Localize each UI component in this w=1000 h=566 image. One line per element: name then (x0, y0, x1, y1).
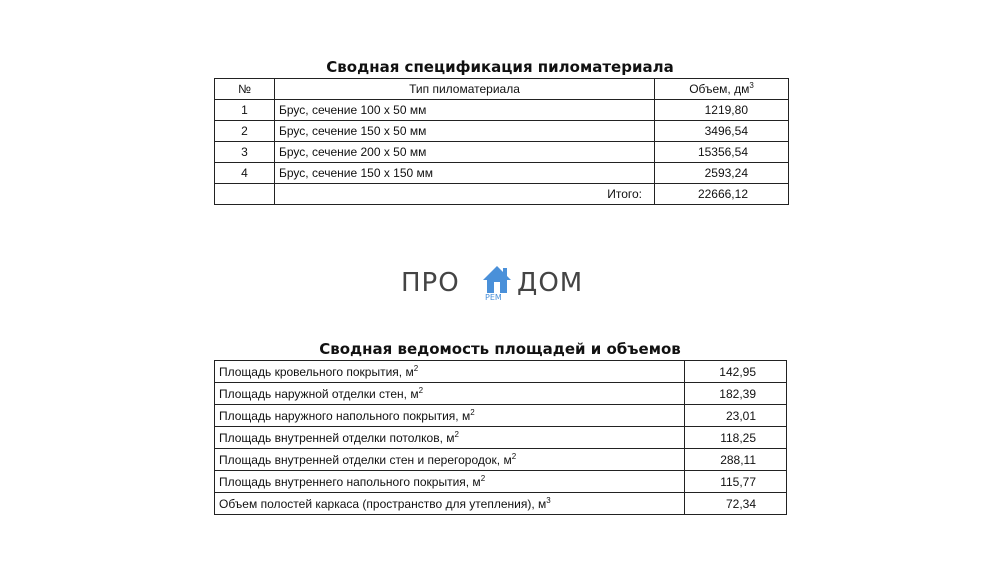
table-row (215, 449, 787, 471)
header-num: № (215, 79, 275, 100)
areas-title: Сводная ведомость площадей и объемов (319, 340, 681, 358)
row-value: 72,34 (685, 493, 787, 515)
table-row (215, 493, 787, 515)
logo-text-right: ДОМ (517, 268, 584, 298)
row-value: 23,01 (685, 405, 787, 427)
total-empty-cell (215, 184, 275, 205)
table-row (215, 100, 789, 121)
row-label: Площадь внутренней отделки потолков, $м^2$ (215, 427, 685, 449)
table-row (215, 383, 787, 405)
row-label: Площадь кровельного покрытия, $м^2$ (215, 361, 685, 383)
table-row (215, 405, 787, 427)
prorem-dom-logo (401, 264, 601, 306)
table-row (215, 471, 787, 493)
row-value: 288,11 (685, 449, 787, 471)
table-row (215, 427, 787, 449)
logo-text-small: РЕМ (485, 293, 502, 302)
header-type: Тип пиломатериала (275, 79, 655, 100)
table-row (215, 361, 787, 383)
row-label: Площадь наружной отделки стен, $м^2$ (215, 383, 685, 405)
table-row (215, 142, 789, 163)
row-num: 4 (215, 163, 275, 184)
lumber-spec-table (214, 78, 789, 205)
row-value: 118,25 (685, 427, 787, 449)
row-type: Брус, сечение 100 х 50 мм (275, 100, 655, 121)
table-row (215, 121, 789, 142)
house-icon (481, 264, 513, 296)
row-value: 142,95 (685, 361, 787, 383)
areas-volumes-table (214, 360, 787, 515)
header-volume: Объем, $дм^3$ (655, 79, 789, 100)
row-label: Объем полостей каркаса (пространство для утепления), $м^3$ (215, 493, 685, 515)
total-label: Итого: (275, 184, 655, 205)
total-row (215, 184, 789, 205)
row-num: 3 (215, 142, 275, 163)
row-label: Площадь внутреннего напольного покрытия, $м^2$ (215, 471, 685, 493)
spec-header-row (215, 79, 789, 100)
row-value: 115,77 (685, 471, 787, 493)
row-type: Брус, сечение 150 х 150 мм (275, 163, 655, 184)
row-num: 2 (215, 121, 275, 142)
row-volume: 3496,54 (655, 121, 789, 142)
row-value: 182,39 (685, 383, 787, 405)
row-label: Площадь наружного напольного покрытия, $м^2$ (215, 405, 685, 427)
table-row (215, 163, 789, 184)
total-value: 22666,12 (655, 184, 789, 205)
row-volume: 2593,24 (655, 163, 789, 184)
logo-text-left: ПРО (401, 268, 460, 298)
row-volume: 15356,54 (655, 142, 789, 163)
row-label: Площадь внутренней отделки стен и перегородок, $м^2$ (215, 449, 685, 471)
row-type: Брус, сечение 200 х 50 мм (275, 142, 655, 163)
spec-title: Сводная спецификация пиломатериала (326, 58, 674, 76)
row-volume: 1219,80 (655, 100, 789, 121)
row-num: 1 (215, 100, 275, 121)
row-type: Брус, сечение 150 х 50 мм (275, 121, 655, 142)
